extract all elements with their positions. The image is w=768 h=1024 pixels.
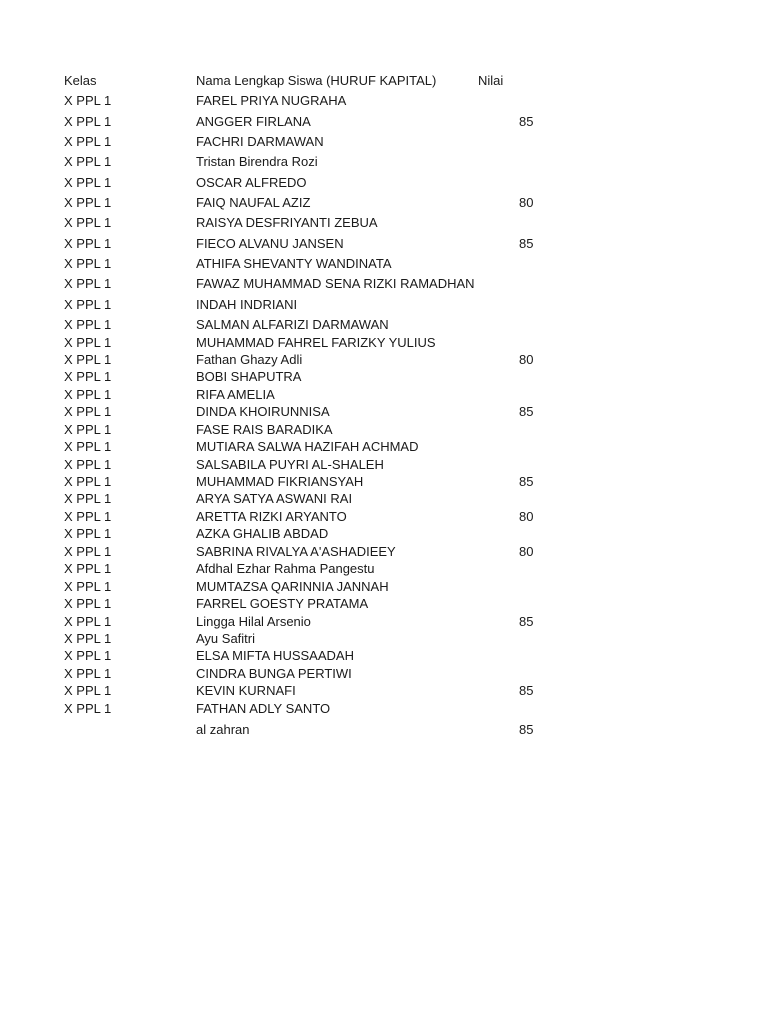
cell-kelas: X PPL 1 [64,114,112,129]
table-row [0,194,768,212]
cell-nama: SALMAN ALFARIZI DARMAWAN [196,317,389,332]
cell-nama: MUHAMMAD FAHREL FARIZKY YULIUS [196,335,436,350]
cell-kelas: X PPL 1 [64,631,112,646]
cell-nama: DINDA KHOIRUNNISA [196,404,330,419]
table-row [0,647,768,665]
header-kelas: Kelas [64,73,97,88]
table-row [0,351,768,369]
cell-nama: Lingga Hilal Arsenio [196,614,311,629]
cell-nama: MUMTAZSA QARINNIA JANNAH [196,579,389,594]
table-row [0,113,768,131]
cell-kelas: X PPL 1 [64,317,112,332]
cell-nama: ATHIFA SHEVANTY WANDINATA [196,256,392,271]
table-row [0,490,768,508]
cell-kelas: X PPL 1 [64,648,112,663]
table-row [0,438,768,456]
cell-kelas: X PPL 1 [64,509,112,524]
cell-nama: OSCAR ALFREDO [196,175,307,190]
cell-nilai: 80 [519,195,534,210]
cell-nama: CINDRA BUNGA PERTIWI [196,666,352,681]
cell-nama: ELSA MIFTA HUSSAADAH [196,648,354,663]
table-row [0,275,768,293]
table-row [0,92,768,110]
cell-nama: ARETTA RIZKI ARYANTO [196,509,347,524]
cell-nama: FAREL PRIYA NUGRAHA [196,93,347,108]
cell-nama: ARYA SATYA ASWANI RAI [196,491,353,506]
cell-kelas: X PPL 1 [64,561,112,576]
table-row [0,525,768,543]
cell-nama: Afdhal Ezhar Rahma Pangestu [196,561,375,576]
table-row [0,578,768,596]
table-row [0,174,768,192]
cell-nilai: 85 [519,683,534,698]
cell-nama: BOBI SHAPUTRA [196,369,302,384]
table-row [0,543,768,561]
cell-kelas: X PPL 1 [64,369,112,384]
cell-nama: FAIQ NAUFAL AZIZ [196,195,311,210]
cell-kelas: X PPL 1 [64,236,112,251]
cell-kelas: X PPL 1 [64,596,112,611]
cell-nama: FARREL GOESTY PRATAMA [196,596,369,611]
cell-kelas: X PPL 1 [64,666,112,681]
cell-nama: Ayu Safitri [196,631,256,646]
cell-nilai: 80 [519,544,534,559]
cell-kelas: X PPL 1 [64,579,112,594]
cell-kelas: X PPL 1 [64,352,112,367]
table-row [0,296,768,314]
table-row [0,421,768,439]
cell-kelas: X PPL 1 [64,195,112,210]
cell-kelas: X PPL 1 [64,683,112,698]
cell-nama: FATHAN ADLY SANTO [196,701,331,716]
cell-nilai: 85 [519,236,534,251]
cell-nama: ANGGER FIRLANA [196,114,311,129]
cell-nama: Tristan Birendra Rozi [196,154,318,169]
table-row [0,665,768,683]
cell-kelas: X PPL 1 [64,276,112,291]
cell-kelas: X PPL 1 [64,457,112,472]
cell-nama: MUHAMMAD FIKRIANSYAH [196,474,364,489]
cell-kelas: X PPL 1 [64,387,112,402]
cell-nama: AZKA GHALIB ABDAD [196,526,329,541]
table-row [0,403,768,421]
table-row [0,133,768,151]
table-row [0,368,768,386]
table-row [0,613,768,631]
cell-kelas: X PPL 1 [64,544,112,559]
cell-kelas: X PPL 1 [64,439,112,454]
table-row [0,153,768,171]
cell-nama: INDAH INDRIANI [196,297,298,312]
cell-nama: FAWAZ MUHAMMAD SENA RIZKI RAMADHAN [196,276,475,291]
header-row [0,72,768,90]
cell-nama: al zahran [196,722,250,737]
cell-nama: Fathan Ghazy Adli [196,352,303,367]
cell-kelas: X PPL 1 [64,215,112,230]
cell-nama: RAISYA DESFRIYANTI ZEBUA [196,215,378,230]
cell-nama: KEVIN KURNAFI [196,683,296,698]
cell-nilai: 85 [519,474,534,489]
cell-nama: SABRINA RIVALYA A'ASHADIEEY [196,544,396,559]
cell-kelas: X PPL 1 [64,93,112,108]
cell-nilai: 85 [519,404,534,419]
cell-nilai: 80 [519,352,534,367]
cell-nilai: 85 [519,722,534,737]
cell-kelas: X PPL 1 [64,474,112,489]
table-row [0,473,768,491]
cell-kelas: X PPL 1 [64,335,112,350]
table-row [0,255,768,273]
cell-kelas: X PPL 1 [64,154,112,169]
cell-kelas: X PPL 1 [64,134,112,149]
cell-kelas: X PPL 1 [64,701,112,716]
cell-nama: FASE RAIS BARADIKA [196,422,333,437]
cell-nama: SALSABILA PUYRI AL-SHALEH [196,457,384,472]
table-row [0,386,768,404]
cell-kelas: X PPL 1 [64,175,112,190]
cell-kelas: X PPL 1 [64,422,112,437]
cell-nama: RIFA AMELIA [196,387,275,402]
cell-kelas: X PPL 1 [64,491,112,506]
table-row [0,721,768,739]
cell-kelas: X PPL 1 [64,526,112,541]
cell-kelas: X PPL 1 [64,404,112,419]
cell-nama: MUTIARA SALWA HAZIFAH ACHMAD [196,439,419,454]
table-row [0,214,768,232]
cell-nama: FACHRI DARMAWAN [196,134,324,149]
table-row [0,235,768,253]
table-row [0,316,768,334]
table-row [0,508,768,526]
table-row [0,700,768,718]
table-row [0,682,768,700]
cell-kelas: X PPL 1 [64,614,112,629]
cell-nama: FIECO ALVANU JANSEN [196,236,344,251]
cell-nilai: 85 [519,114,534,129]
table-row [0,630,768,648]
cell-kelas: X PPL 1 [64,297,112,312]
header-nama: Nama Lengkap Siswa (HURUF KAPITAL) [196,73,437,88]
header-nilai: Nilai [478,73,504,88]
table-row [0,560,768,578]
table-row [0,595,768,613]
table-row [0,456,768,474]
cell-nilai: 80 [519,509,534,524]
table-row [0,334,768,352]
cell-kelas: X PPL 1 [64,256,112,271]
cell-nilai: 85 [519,614,534,629]
